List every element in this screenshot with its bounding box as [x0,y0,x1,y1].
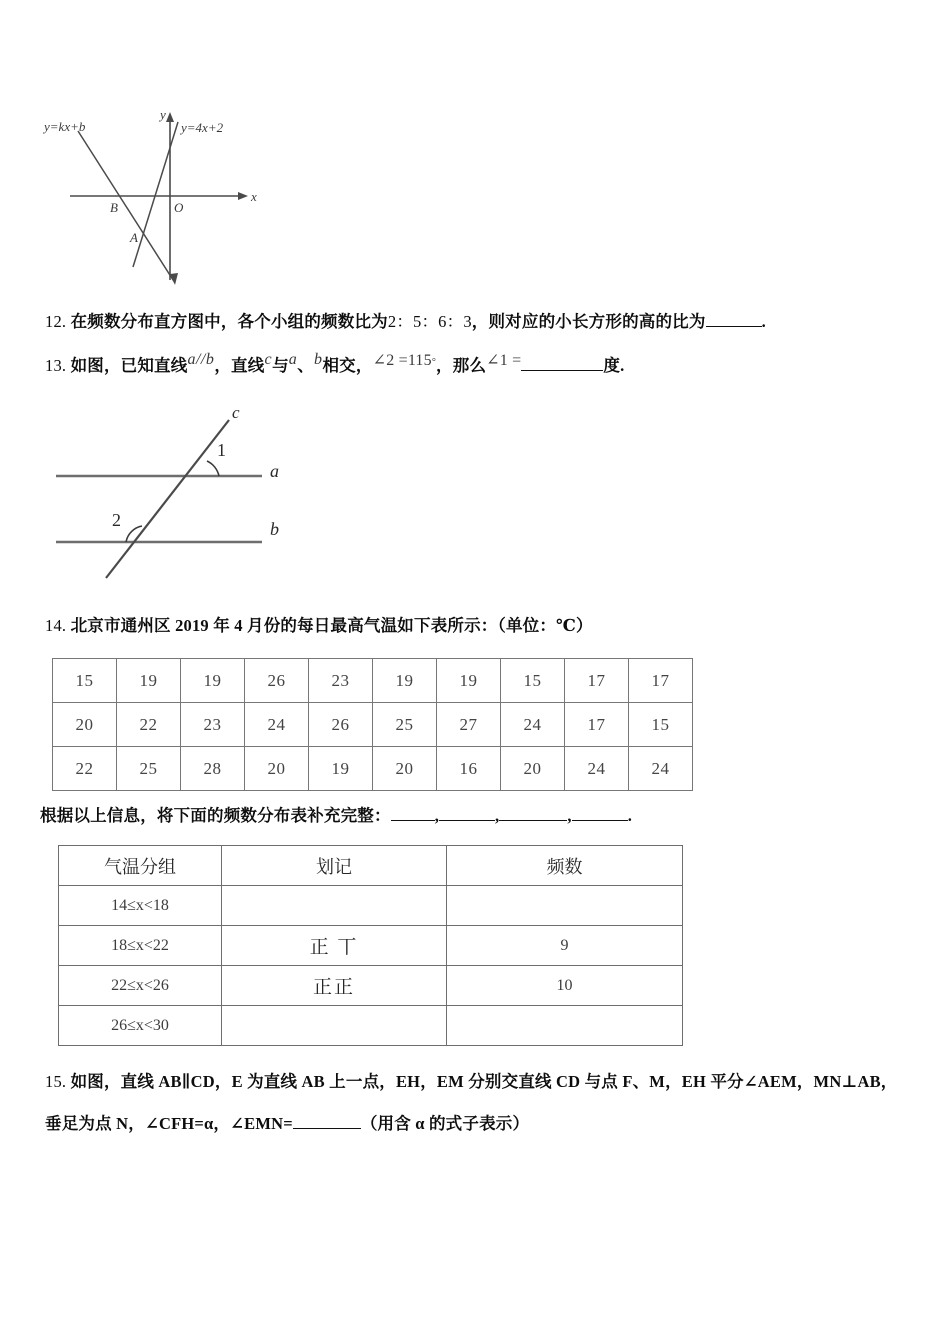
label-line-b: b [270,519,279,539]
table-row [53,747,693,791]
label-point-a: A [130,230,138,245]
table-row [59,926,683,966]
temp-cell: 19 [309,747,373,791]
temp-cell: 23 [181,703,245,747]
temp-cell: 26 [309,703,373,747]
question-15-text-line1: 如图，直线 AB∥CD，E 为直线 AB 上一点，EH，EM 分别交直线 CD 与点 F、M，EH 平分∠AEM，MN⊥AB， [70,1072,898,1091]
question-13-line-a: a [288,351,298,368]
question-14 [45,612,593,636]
question-13-text-f: ，那么 [436,356,487,375]
question-15-number: 15. [45,1072,67,1091]
question-15-line-1 [45,1068,898,1092]
question-12-period: . [761,312,766,331]
question-14-instruction: 根据以上信息，将下面的频数分布表补充完整： , , , . [40,806,633,825]
question-13 [45,352,624,376]
label-y-kx-b: y=kx+b [44,119,86,134]
question-12 [45,308,766,332]
question-12-ratio: 2：5：6：3 [387,312,472,331]
figure-linear-functions [42,95,282,290]
label-angle-1: 1 [217,440,226,460]
question-13-answer-blank[interactable] [521,370,603,371]
label-line-a: a [270,461,279,481]
freq-tally-cell[interactable]: 正 丅 [222,926,447,966]
question-13-text-d: 、 [297,356,314,375]
question-13-unit: 度. [603,356,625,375]
freq-blank-1[interactable] [391,820,435,821]
x-axis-arrow [238,192,248,200]
question-13-line-b: b [313,351,323,368]
label-angle-2: 2 [112,510,121,530]
temp-cell: 25 [373,703,437,747]
table-row [59,1006,683,1046]
question-13-text-a: 如图，已知直线 [70,356,188,375]
temp-cell: 24 [629,747,693,791]
figure-parallel-lines [44,398,294,588]
question-14-instruction-text: 根据以上信息，将下面的频数分布表补充完整： [40,806,391,825]
temp-cell: 24 [245,703,309,747]
question-14-instruction-end: . [627,806,633,825]
freq-tally-cell[interactable] [222,886,447,926]
freq-count-cell[interactable]: 10 [447,966,683,1006]
temp-cell: 20 [245,747,309,791]
freq-header-group: 气温分组 [59,846,222,886]
line-y-kx-b [78,131,175,283]
question-13-line-c: c [264,351,273,368]
temperature-data-table [52,658,693,791]
temperature-table-body [53,659,693,791]
temp-cell: 25 [117,747,181,791]
temp-cell: 19 [373,659,437,703]
linear-graph-svg [42,95,282,290]
question-14-text: 北京市通州区 2019 年 4 月份的每日最高气温如下表所示：（单位：℃） [70,616,593,635]
temp-cell: 26 [245,659,309,703]
parallel-lines-svg [44,398,294,588]
temp-cell: 27 [437,703,501,747]
angle-1-arc [207,461,219,476]
question-12-answer-blank[interactable] [706,326,762,327]
question-15-text-line2a: 垂足为点 N，∠CFH=α，∠EMN= [45,1114,293,1133]
freq-blank-3[interactable] [499,820,567,821]
question-12-text-b: ，则对应的小长方形的高的比为 [471,312,706,331]
temp-cell: 19 [181,659,245,703]
temp-cell: 15 [629,703,693,747]
temp-cell: 17 [565,659,629,703]
temp-cell: 20 [53,703,117,747]
question-13-angle1-label: ∠1 = [486,352,522,369]
freq-count-cell[interactable] [447,1006,683,1046]
question-12-number: 12. [45,312,67,331]
table-header-row [59,846,683,886]
line-y-4x-2 [133,122,178,267]
freq-blank-4[interactable] [572,820,628,821]
question-15-answer-blank[interactable] [293,1128,361,1129]
freq-tally-cell[interactable]: 正正 [222,966,447,1006]
freq-header-frequency: 频数 [447,846,683,886]
question-13-degree-sign: ° [431,357,437,368]
table-row [53,703,693,747]
temp-cell: 22 [117,703,181,747]
temp-cell: 19 [117,659,181,703]
freq-header-tally: 划记 [222,846,447,886]
freq-blank-2[interactable] [439,820,495,821]
line-y-kx-b-arrow [170,273,178,285]
label-axis-y: y [160,107,166,122]
freq-range-cell: 26≤x<30 [59,1006,222,1046]
freq-range-cell: 18≤x<22 [59,926,222,966]
label-y-4x-2: y=4x+2 [181,120,224,135]
question-12-text-a: 在频数分布直方图中，各个小组的频数比为 [70,312,388,331]
temp-cell: 28 [181,747,245,791]
table-row [59,886,683,926]
question-13-number: 13. [45,356,67,375]
question-13-text-c: 与 [272,356,289,375]
question-13-text-b: ，直线 [214,356,265,375]
question-15-text-line2b: （用含 α 的式子表示） [360,1114,530,1133]
question-15-line-2 [45,1110,529,1134]
frequency-distribution-table [58,845,683,1046]
question-13-parallel-expr: a//b [187,351,215,368]
temp-cell: 24 [501,703,565,747]
label-point-b: B [110,200,118,215]
label-origin: O [174,200,184,215]
freq-count-cell[interactable] [447,886,683,926]
temp-cell: 15 [501,659,565,703]
temp-cell: 24 [565,747,629,791]
temp-cell: 23 [309,659,373,703]
table-row [59,966,683,1006]
freq-tally-cell[interactable] [222,1006,447,1046]
label-axis-x: x [251,189,257,204]
question-13-angle2-value: ∠2 =115 [372,352,432,369]
line-c-transversal [106,420,229,578]
y-axis-arrow [166,112,174,122]
temp-cell: 19 [437,659,501,703]
temp-cell: 22 [53,747,117,791]
table-row [53,659,693,703]
temp-cell: 17 [565,703,629,747]
question-14-number: 14. [45,616,67,635]
temp-cell: 20 [373,747,437,791]
temp-cell: 20 [501,747,565,791]
temp-cell: 17 [629,659,693,703]
label-line-c: c [232,403,240,422]
freq-range-cell: 22≤x<26 [59,966,222,1006]
frequency-table-body [59,846,683,1046]
temp-cell: 16 [437,747,501,791]
freq-count-cell[interactable]: 9 [447,926,683,966]
question-13-text-e: 相交， [322,356,373,375]
freq-range-cell: 14≤x<18 [59,886,222,926]
temp-cell: 15 [53,659,117,703]
